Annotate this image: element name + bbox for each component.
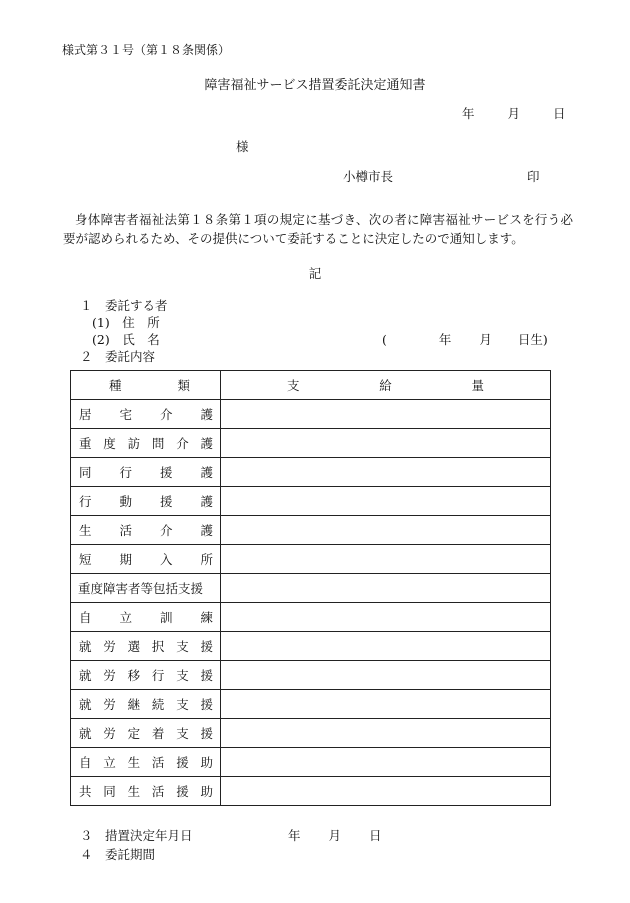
date-month-label: 月 xyxy=(507,106,521,121)
service-type-label xyxy=(71,637,220,655)
service-type-char: 行 xyxy=(79,494,92,509)
service-type-char: 所 xyxy=(200,552,213,567)
supply-amount-cell[interactable] xyxy=(221,400,551,429)
service-type-char: 生 xyxy=(127,755,141,770)
service-type-char: 行 xyxy=(119,465,132,480)
form-number: 様式第３１号（第１８条関係） xyxy=(62,43,231,57)
service-type-text: 重度障害者等包括支援 xyxy=(78,581,204,596)
issue-date xyxy=(460,104,566,122)
supply-amount-cell[interactable] xyxy=(221,574,551,603)
amount-header-char3: 量 xyxy=(471,378,484,393)
service-type-label xyxy=(71,608,220,626)
service-type-label xyxy=(71,724,220,742)
service-type-char: 援 xyxy=(159,465,173,480)
service-type-char: 就 xyxy=(79,726,92,741)
supply-amount-cell[interactable] xyxy=(221,748,551,777)
service-type-char: 活 xyxy=(119,523,132,538)
service-type-char: 支 xyxy=(176,726,189,741)
service-type-label xyxy=(71,405,220,423)
service-type-char: 活 xyxy=(151,755,165,770)
service-type-cell xyxy=(71,661,221,690)
section2-heading: ２ 委託内容 xyxy=(80,349,156,364)
service-type-char: 活 xyxy=(151,784,165,799)
service-type-label xyxy=(71,579,220,597)
table-row xyxy=(71,748,551,777)
service-type-char: 移 xyxy=(127,668,141,683)
table-row xyxy=(71,545,551,574)
supply-amount-cell[interactable] xyxy=(221,516,551,545)
service-type-char: 同 xyxy=(79,465,92,480)
service-type-char: 介 xyxy=(176,436,189,451)
issuer-name: 小樽市長 xyxy=(343,169,394,184)
service-type-char: 就 xyxy=(79,668,92,683)
section4-heading: ４ 委託期間 xyxy=(80,847,156,862)
birth-month: 月 xyxy=(479,332,492,347)
service-type-char: 続 xyxy=(151,697,165,712)
service-table xyxy=(70,370,551,806)
service-type-char: 継 xyxy=(127,697,141,712)
section3-heading: ３ 措置決定年月日 xyxy=(80,828,193,843)
service-type-char: 着 xyxy=(151,726,165,741)
table-row xyxy=(71,458,551,487)
decision-day: 日 xyxy=(369,828,382,843)
service-type-label xyxy=(71,550,220,568)
supply-amount-cell[interactable] xyxy=(221,690,551,719)
service-type-char: 労 xyxy=(103,668,116,683)
birth-day: 日生) xyxy=(517,332,548,347)
service-type-label xyxy=(71,666,220,684)
table-row xyxy=(71,661,551,690)
decision-date xyxy=(288,826,382,844)
type-header xyxy=(71,371,221,400)
service-type-char: 自 xyxy=(79,755,92,770)
service-type-char: 援 xyxy=(176,784,189,799)
service-type-char: 訓 xyxy=(159,610,173,625)
table-row xyxy=(71,487,551,516)
service-type-char: 護 xyxy=(200,465,213,480)
service-type-char: 動 xyxy=(119,494,132,509)
service-type-label xyxy=(71,492,220,510)
service-type-label xyxy=(71,753,220,771)
service-type-char: 介 xyxy=(159,407,173,422)
service-type-char: 練 xyxy=(200,610,213,625)
service-type-cell xyxy=(71,400,221,429)
service-type-char: 共 xyxy=(79,784,92,799)
supply-amount-cell[interactable] xyxy=(221,661,551,690)
service-type-cell xyxy=(71,603,221,632)
birth-open: ( xyxy=(382,332,387,347)
service-type-char: 生 xyxy=(79,523,92,538)
service-type-char: 援 xyxy=(200,726,213,741)
service-type-char: 援 xyxy=(200,639,213,654)
ki-heading: 記 xyxy=(308,266,322,281)
supply-amount-cell[interactable] xyxy=(221,545,551,574)
service-type-char: 助 xyxy=(200,755,213,770)
service-type-char: 支 xyxy=(176,697,189,712)
type-header-char1: 種 xyxy=(109,378,122,393)
service-type-char: 援 xyxy=(200,668,213,683)
decision-year: 年 xyxy=(288,828,301,843)
service-type-cell xyxy=(71,690,221,719)
table-row xyxy=(71,429,551,458)
service-type-char: 支 xyxy=(176,668,189,683)
service-type-char: 護 xyxy=(200,436,213,451)
amount-header-char1: 支 xyxy=(287,378,300,393)
service-type-char: 助 xyxy=(200,784,213,799)
table-row xyxy=(71,516,551,545)
service-type-cell xyxy=(71,516,221,545)
service-type-char: 支 xyxy=(176,639,189,654)
service-type-cell xyxy=(71,777,221,806)
table-row xyxy=(71,574,551,603)
supply-amount-cell[interactable] xyxy=(221,487,551,516)
decision-month: 月 xyxy=(328,828,342,843)
service-type-char: 立 xyxy=(103,755,116,770)
service-type-label xyxy=(71,463,220,481)
birthdate-field xyxy=(382,330,548,348)
supply-amount-cell[interactable] xyxy=(221,632,551,661)
service-type-char: 訪 xyxy=(127,436,141,451)
addressee-suffix: 様 xyxy=(236,139,249,154)
service-type-char: 宅 xyxy=(119,407,132,422)
table-row xyxy=(71,400,551,429)
service-type-label xyxy=(71,782,220,800)
address-label: (1) 住 所 xyxy=(92,315,160,330)
type-header-char2: 類 xyxy=(177,378,190,393)
table-row xyxy=(71,777,551,806)
service-type-char: 自 xyxy=(79,610,92,625)
supply-amount-cell[interactable] xyxy=(221,777,551,806)
section1-heading: １ 委託する者 xyxy=(80,298,168,313)
amount-header xyxy=(221,371,551,400)
service-type-char: 同 xyxy=(103,784,116,799)
table-header-row xyxy=(71,371,551,400)
service-type-char: 定 xyxy=(127,726,141,741)
service-type-char: 労 xyxy=(103,726,116,741)
service-type-char: 介 xyxy=(159,523,173,538)
service-type-char: 援 xyxy=(176,755,189,770)
service-type-char: 立 xyxy=(119,610,132,625)
service-type-cell xyxy=(71,719,221,748)
service-type-char: 労 xyxy=(103,697,116,712)
service-type-char: 護 xyxy=(200,523,213,538)
service-type-cell xyxy=(71,748,221,777)
service-type-char: 行 xyxy=(151,668,165,683)
table-row xyxy=(71,719,551,748)
service-type-char: 護 xyxy=(200,407,213,422)
birth-year: 年 xyxy=(438,332,452,347)
table-row xyxy=(71,632,551,661)
service-type-cell xyxy=(71,632,221,661)
service-type-char: 居 xyxy=(79,407,92,422)
supply-amount-cell[interactable] xyxy=(221,429,551,458)
service-type-char: 援 xyxy=(159,494,173,509)
service-type-cell xyxy=(71,429,221,458)
service-type-cell xyxy=(71,487,221,516)
service-type-char: 択 xyxy=(151,639,165,654)
table-row xyxy=(71,603,551,632)
table-row xyxy=(71,690,551,719)
service-type-label xyxy=(71,521,220,539)
service-type-char: 問 xyxy=(151,436,165,451)
service-type-char: 護 xyxy=(200,494,213,509)
service-type-char: 度 xyxy=(103,436,116,451)
service-type-char: 援 xyxy=(200,697,213,712)
document-title: 障害福祉サービス措置委託決定通知書 xyxy=(204,78,426,93)
date-year-label: 年 xyxy=(462,106,475,121)
service-type-char: 就 xyxy=(79,697,92,712)
service-type-char: 重 xyxy=(79,436,92,451)
supply-amount-cell[interactable] xyxy=(221,603,551,632)
seal-mark: 印 xyxy=(527,169,540,184)
service-type-char: 生 xyxy=(127,784,141,799)
service-type-cell xyxy=(71,545,221,574)
service-type-char: 期 xyxy=(119,552,132,567)
service-type-char: 短 xyxy=(79,552,92,567)
service-type-char: 選 xyxy=(127,639,141,654)
service-type-char: 入 xyxy=(159,552,173,567)
service-type-char: 労 xyxy=(103,639,116,654)
date-day-label: 日 xyxy=(553,106,566,121)
amount-header-char2: 給 xyxy=(379,378,392,393)
service-type-char: 就 xyxy=(79,639,92,654)
supply-amount-cell[interactable] xyxy=(221,719,551,748)
notice-body: 身体障害者福祉法第１８条第１項の規定に基づき、次の者に障害福祉サービスを行う必要が認められるため、その提供について委託することに決定したので通知します。 xyxy=(63,212,573,246)
service-type-label xyxy=(71,695,220,713)
service-type-label xyxy=(71,434,220,452)
service-type-cell xyxy=(71,574,221,603)
name-label: (2) 氏 名 xyxy=(92,332,160,347)
supply-amount-cell[interactable] xyxy=(221,458,551,487)
service-type-cell xyxy=(71,458,221,487)
